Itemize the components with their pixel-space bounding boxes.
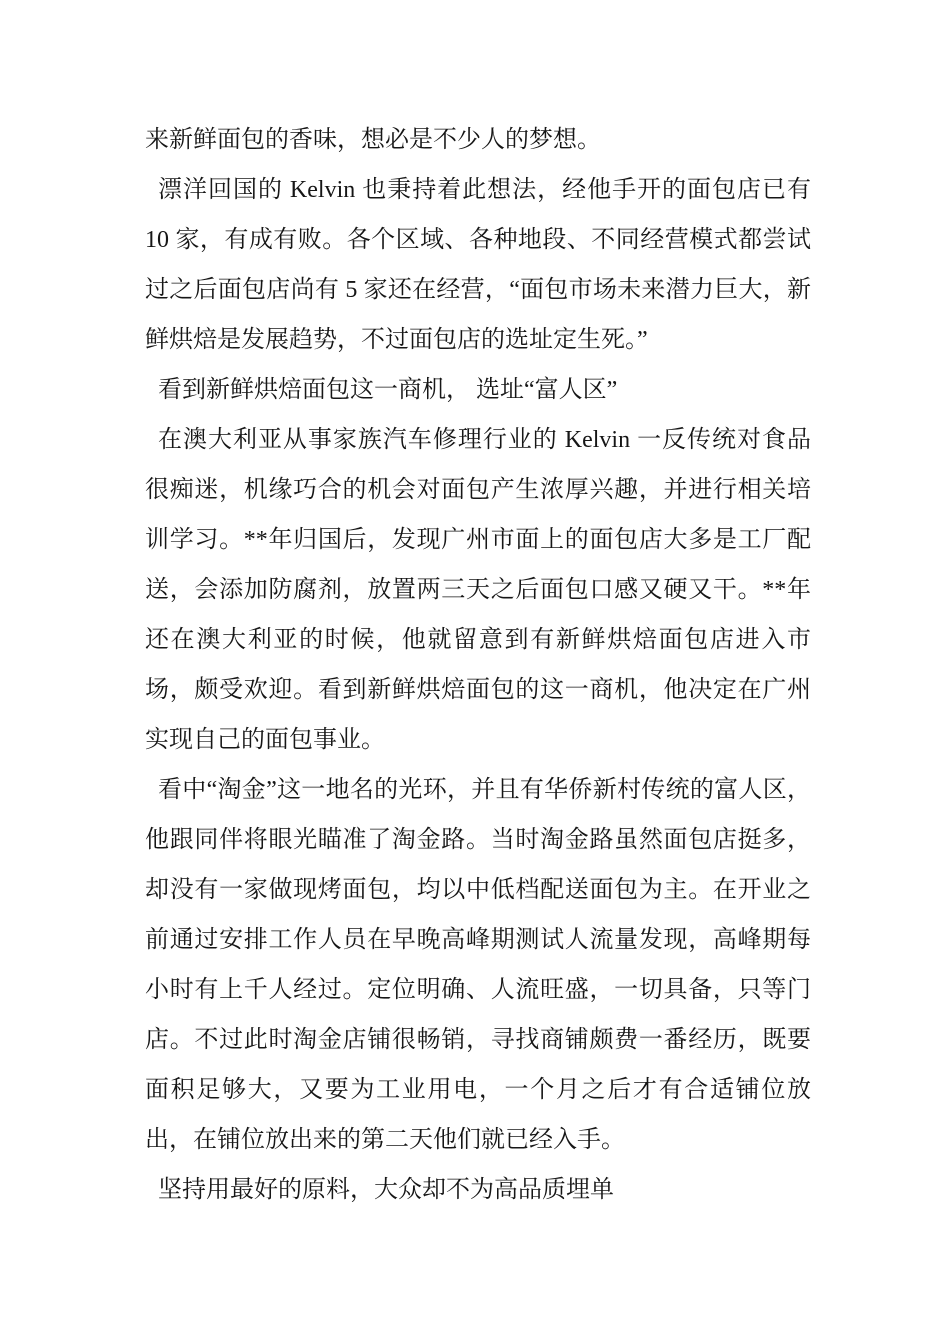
paragraph-australia-background: 在澳大利亚从事家族汽车修理行业的 Kelvin 一反传统对食品很痴迷，机缘巧合的机会对面包产生浓厚兴趣，并进行相关培训学习。**年归国后，发现广州市面上的面包店大多是工厂配送，会添加防腐剂，放置两三天之后面包口感又硬又干。**年还在澳大利亚的时候，他就留意到有新鲜烘焙面包店进入市场，颇受欢迎。看到新鲜烘焙面包的这一商机，他决定在广州实现自己的面包事业。	[145, 427, 811, 753]
paragraph-continuation: 来新鲜面包的香味，想必是不少人的梦想。	[145, 127, 601, 153]
section-heading-site-selection: 看到新鲜烘焙面包这一商机， 选址“富人区”	[158, 377, 618, 403]
document-body	[145, 115, 811, 1215]
paragraph-taojin-road: 看中“淘金”这一地名的光环，并且有华侨新村传统的富人区，他跟同伴将眼光瞄准了淘金路。当时淘金路虽然面包店挺多，却没有一家做现烤面包，均以中低档配送面包为主。在开业之前通过安排工作人员在早晚高峰期测试人流量发现，高峰期每小时有上千人经过。定位明确、人流旺盛，一切具备，只等门店。不过此时淘金店铺很畅销，寻找商铺颇费一番经历，既要面积足够大，又要为工业用电，一个月之后才有合适铺位放出，在铺位放出来的第二天他们就已经入手。	[145, 777, 811, 1153]
paragraph-kelvin-return: 漂洋回国的 Kelvin 也秉持着此想法，经他手开的面包店已有 10 家，有成有败。各个区域、各种地段、不同经营模式都尝试过之后面包店尚有 5 家还在经营，“面包市场未来潜力巨大，新鲜烘焙是发展趋势，不过面包店的选址定生死。”	[145, 177, 811, 353]
section-heading-best-ingredients: 坚持用最好的原料，大众却不为高品质埋单	[158, 1177, 614, 1203]
